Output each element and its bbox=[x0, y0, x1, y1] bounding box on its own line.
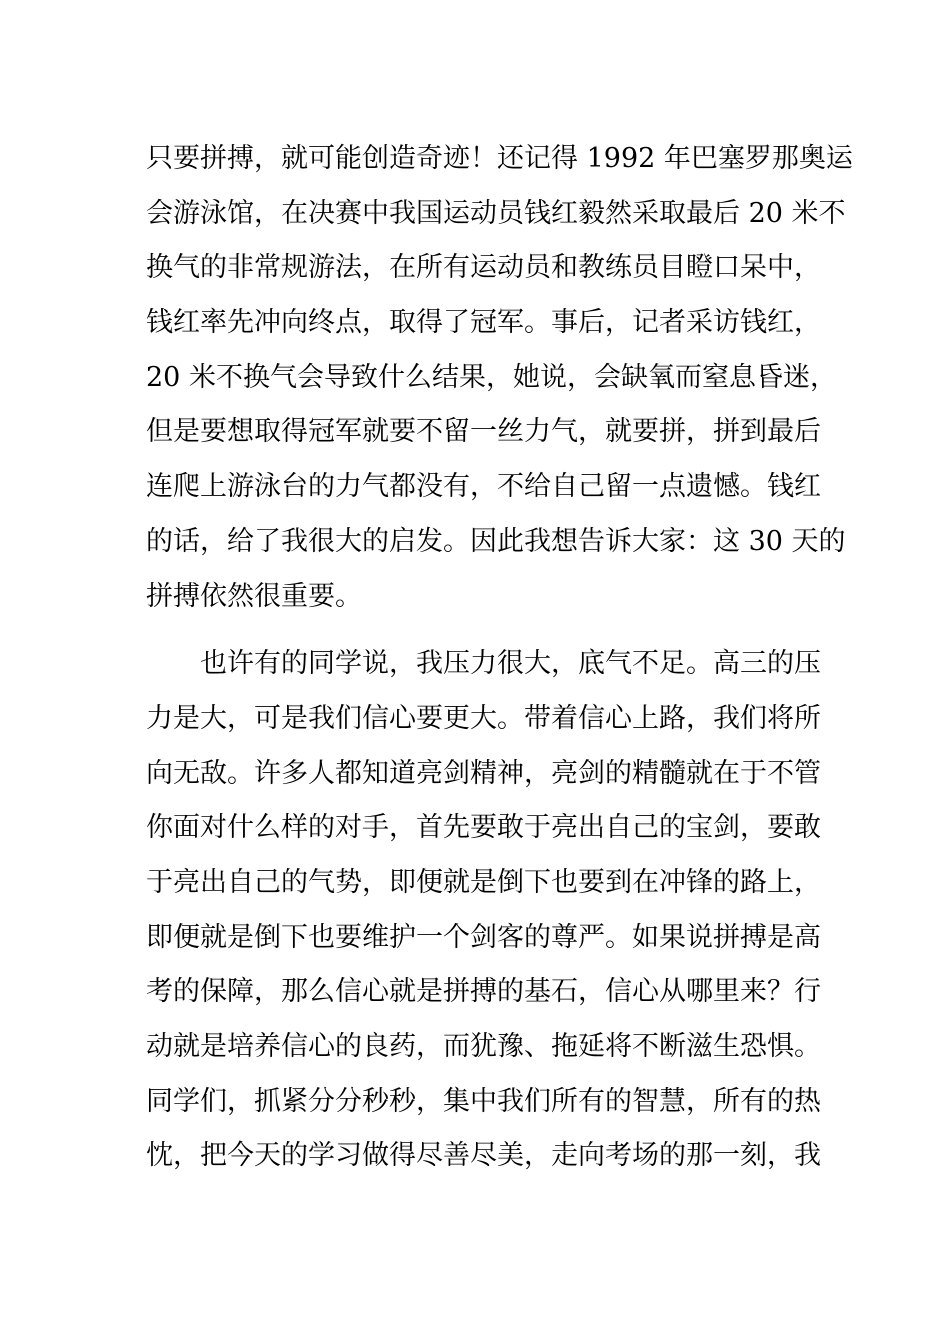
text-line: 的话，给了我很大的启发。因此我想告诉大家：这 30 天的 bbox=[146, 525, 846, 557]
text-line: 于亮出自己的气势，即便就是倒下也要到在冲锋的路上， bbox=[146, 866, 821, 898]
paragraph-2 bbox=[146, 637, 821, 1184]
text-line: 但是要想取得冠军就要不留一丝力气，就要拼，拼到最后 bbox=[146, 416, 821, 448]
text-line: 即便就是倒下也要维护一个剑客的尊严。如果说拼搏是高 bbox=[146, 921, 821, 953]
text-line: 动就是培养信心的良药，而犹豫、拖延将不断滋生恐惧。 bbox=[146, 1031, 821, 1062]
text-line: 20 米不换气会导致什么结果，她说，会缺氧而窒息昏迷， bbox=[146, 361, 837, 393]
paragraph-spacer bbox=[146, 624, 808, 637]
text-line: 连爬上游泳台的力气都没有，不给自己留一点遗憾。钱红 bbox=[146, 471, 821, 503]
text-line: 同学们，抓紧分分秒秒，集中我们所有的智慧，所有的热 bbox=[146, 1085, 821, 1117]
text-line: 只要拼搏，就可能创造奇迹！还记得 1992 年巴塞罗那奥运 bbox=[146, 143, 853, 174]
text-line: 钱红率先冲向终点，取得了冠军。事后，记者采访钱红， bbox=[146, 307, 821, 339]
text-line: 会游泳馆，在决赛中我国运动员钱红毅然采取最后 20 米不 bbox=[146, 197, 846, 229]
text-line: 考的保障，那么信心就是拼搏的基石，信心从哪里来？行 bbox=[146, 976, 821, 1008]
paragraph-1 bbox=[146, 132, 853, 624]
body-text bbox=[146, 132, 853, 1184]
text-line: 向无敌。许多人都知道亮剑精神，亮剑的精髓就在于不管 bbox=[146, 757, 821, 789]
text-line: 也许有的同学说，我压力很大，底气不足。高三的压 bbox=[200, 648, 821, 680]
text-line: 忱，把今天的学习做得尽善尽美，走向考场的那一刻，我 bbox=[146, 1140, 821, 1172]
text-line: 力是大，可是我们信心要更大。带着信心上路，我们将所 bbox=[146, 702, 821, 734]
text-line: 拼搏依然很重要。 bbox=[146, 580, 362, 612]
text-line: 你面对什么样的对手，首先要敢于亮出自己的宝剑，要敢 bbox=[146, 812, 821, 844]
text-line: 换气的非常规游法，在所有运动员和教练员目瞪口呆中， bbox=[146, 252, 821, 284]
